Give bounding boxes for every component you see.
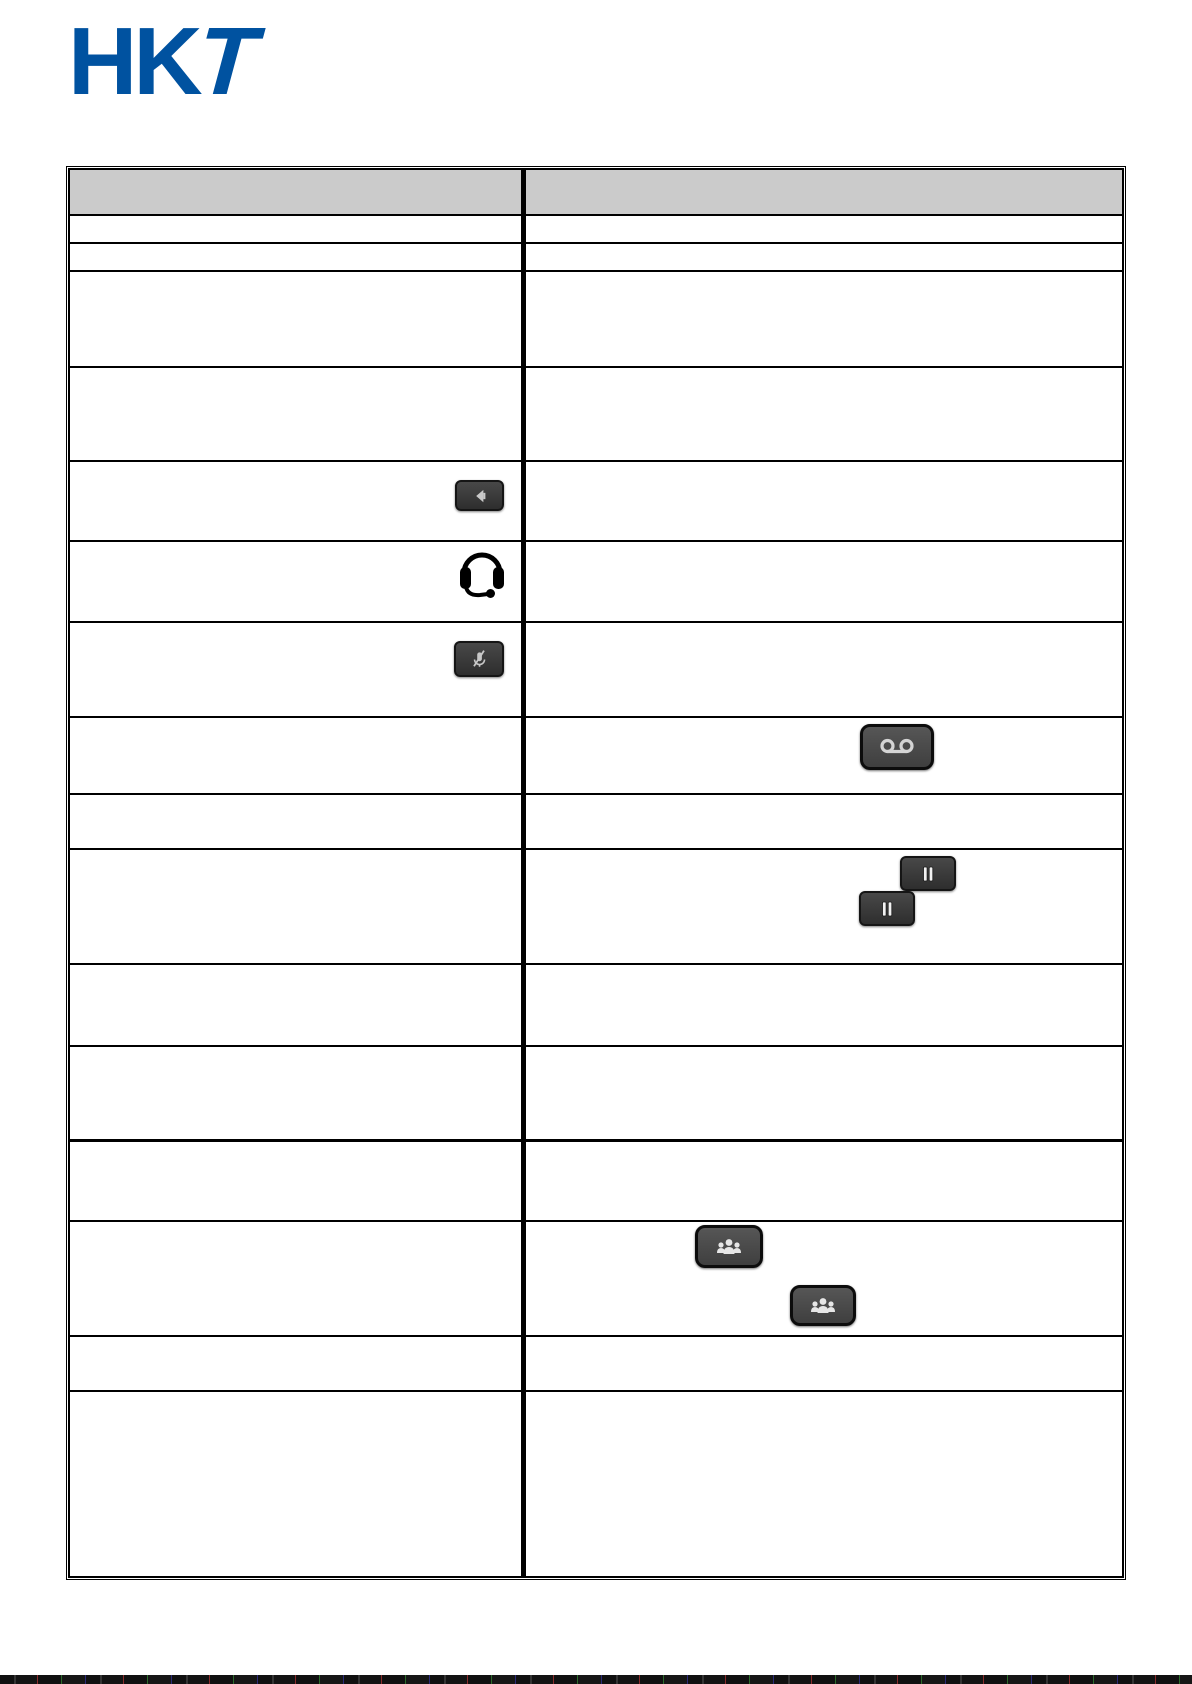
hkt-logo: [68, 8, 268, 115]
table-cell-right: [526, 244, 1122, 270]
table-cell-right: [526, 1047, 1122, 1139]
speakerphone-icon: [455, 480, 504, 511]
feature-table-inner: [68, 168, 1124, 1578]
table-cell-left: [70, 718, 526, 793]
table-row: [70, 1142, 1122, 1222]
table-row: [70, 1392, 1122, 1578]
table-cell-right: [526, 216, 1122, 242]
table-cell-right: [526, 965, 1122, 1045]
pause-icon: [900, 856, 956, 891]
table-cell-left: [70, 1337, 526, 1390]
voicemail-icon: [860, 724, 934, 770]
table-row: [70, 272, 1122, 368]
table-row: [70, 368, 1122, 462]
table-header-row: [70, 170, 1122, 216]
table-cell-right: [526, 718, 1122, 793]
table-header-cell-right: [526, 170, 1122, 214]
table-cell-left: [70, 272, 526, 366]
table-cell-left: [70, 795, 526, 848]
table-cell-left: [70, 368, 526, 460]
table-row-hold: [70, 850, 1122, 965]
table-cell-left: [70, 1142, 526, 1220]
table-row-voicemail: [70, 718, 1122, 795]
table-row: [70, 1047, 1122, 1142]
table-row-headset: [70, 542, 1122, 623]
table-cell-left: [70, 1047, 526, 1139]
conference-icon: [790, 1285, 856, 1326]
table-header-cell-left: [70, 170, 526, 214]
logo-letter: K: [133, 8, 199, 115]
table-row: [70, 965, 1122, 1047]
table-row-conference: [70, 1222, 1122, 1337]
table-cell-right: [526, 462, 1122, 540]
table-row: [70, 1337, 1122, 1392]
table-cell-right: [526, 1142, 1122, 1220]
table-cell-right: [526, 623, 1122, 716]
table-row: [70, 244, 1122, 272]
pause-icon: [859, 891, 915, 926]
table-cell-left: [70, 216, 526, 242]
table-cell-left: [70, 965, 526, 1045]
table-cell-right: [526, 1337, 1122, 1390]
table-row-speakerphone: [70, 462, 1122, 542]
page-bottom-stripe: [0, 1675, 1192, 1684]
table-row: [70, 216, 1122, 244]
table-cell-right: [526, 795, 1122, 848]
table-cell-right: [526, 542, 1122, 621]
table-cell-left: [70, 244, 526, 270]
table-cell-left: [70, 1392, 526, 1578]
table-cell-right: [526, 272, 1122, 366]
table-row: [70, 795, 1122, 850]
conference-icon: [695, 1225, 763, 1268]
mute-microphone-icon: [454, 641, 504, 677]
logo-letter: T: [184, 8, 268, 115]
table-cell-left: [70, 850, 526, 963]
table-cell-right: [526, 850, 1122, 963]
table-cell-right: [526, 368, 1122, 460]
logo-letter: H: [68, 8, 134, 115]
table-row-mute: [70, 623, 1122, 718]
headset-icon: [452, 541, 512, 601]
table-cell-right: [526, 1392, 1122, 1578]
feature-table: [66, 166, 1126, 1580]
table-cell-left: [70, 1222, 526, 1335]
